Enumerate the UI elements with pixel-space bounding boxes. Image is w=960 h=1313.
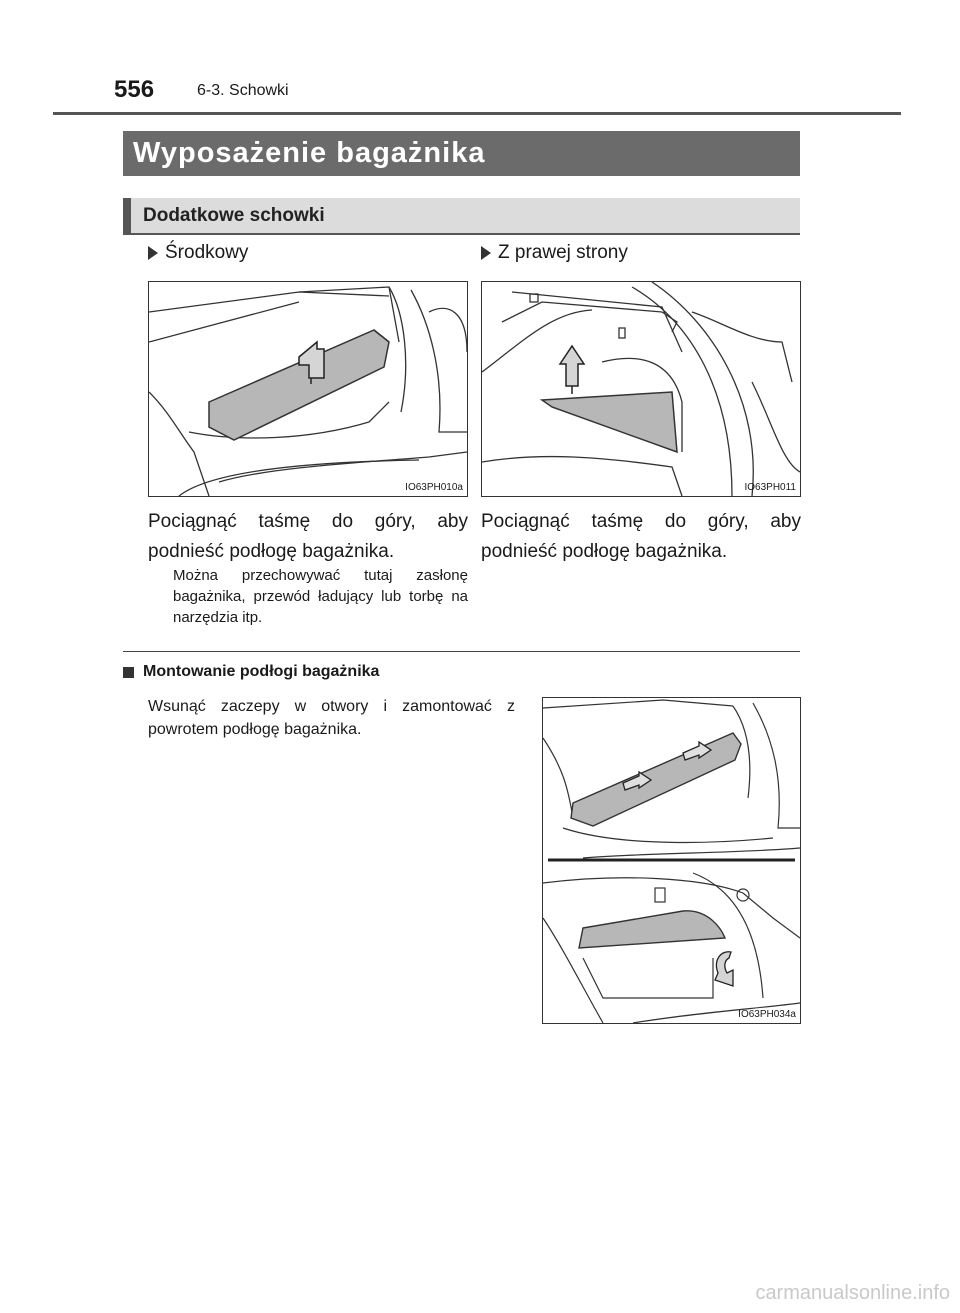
subsection-title: Dodatkowe schowki [123,198,800,234]
watermark: carmanualsonline.info [755,1282,950,1304]
triangle-bullet-icon [148,246,158,260]
header-rule [53,112,901,115]
right-instruction: Pociągnąć taśmę do góry, aby podnieść podłogę bagażnika. [481,511,801,562]
square-bullet-icon [123,667,134,678]
triangle-bullet-icon [481,246,491,260]
figure-right-storage [481,281,801,497]
trunk-center-illustration [149,282,467,496]
mounting-text: Wsunąć zaczepy w otwory i zamontować z powrotem podłogę bagażnika. [148,698,515,738]
figure-code-right: IO63PH011 [744,482,796,493]
mounting-heading-text: Montowanie podłogi bagażnika [143,663,380,680]
left-instruction: Pociągnąć taśmę do góry, aby podnieść podłogę bagażnika. [148,511,468,562]
figure-center-storage [148,281,468,497]
mounting-heading [123,663,379,681]
page-number: 556 [114,76,155,103]
figure-mounting [542,697,801,1024]
figure-code-left: IO63PH010a [405,482,463,493]
left-heading [148,242,248,264]
left-note: Można przechowywać tutaj zasłonę bagażnika, przewód ładujący lub torbę na narzędzia itp. [173,567,468,626]
trunk-side-illustration [482,282,800,496]
figure-code-mounting: IO63PH034a [738,1009,796,1020]
mounting-illustration [543,698,800,1023]
left-heading-text: Środkowy [165,242,249,263]
subsection-underline [123,233,800,235]
page-title: Wyposażenie bagażnika [123,131,800,176]
right-heading [481,242,628,264]
section-label: 6-3. Schowki [197,82,289,99]
right-heading-text: Z prawej strony [498,242,628,263]
section-divider [123,651,800,652]
